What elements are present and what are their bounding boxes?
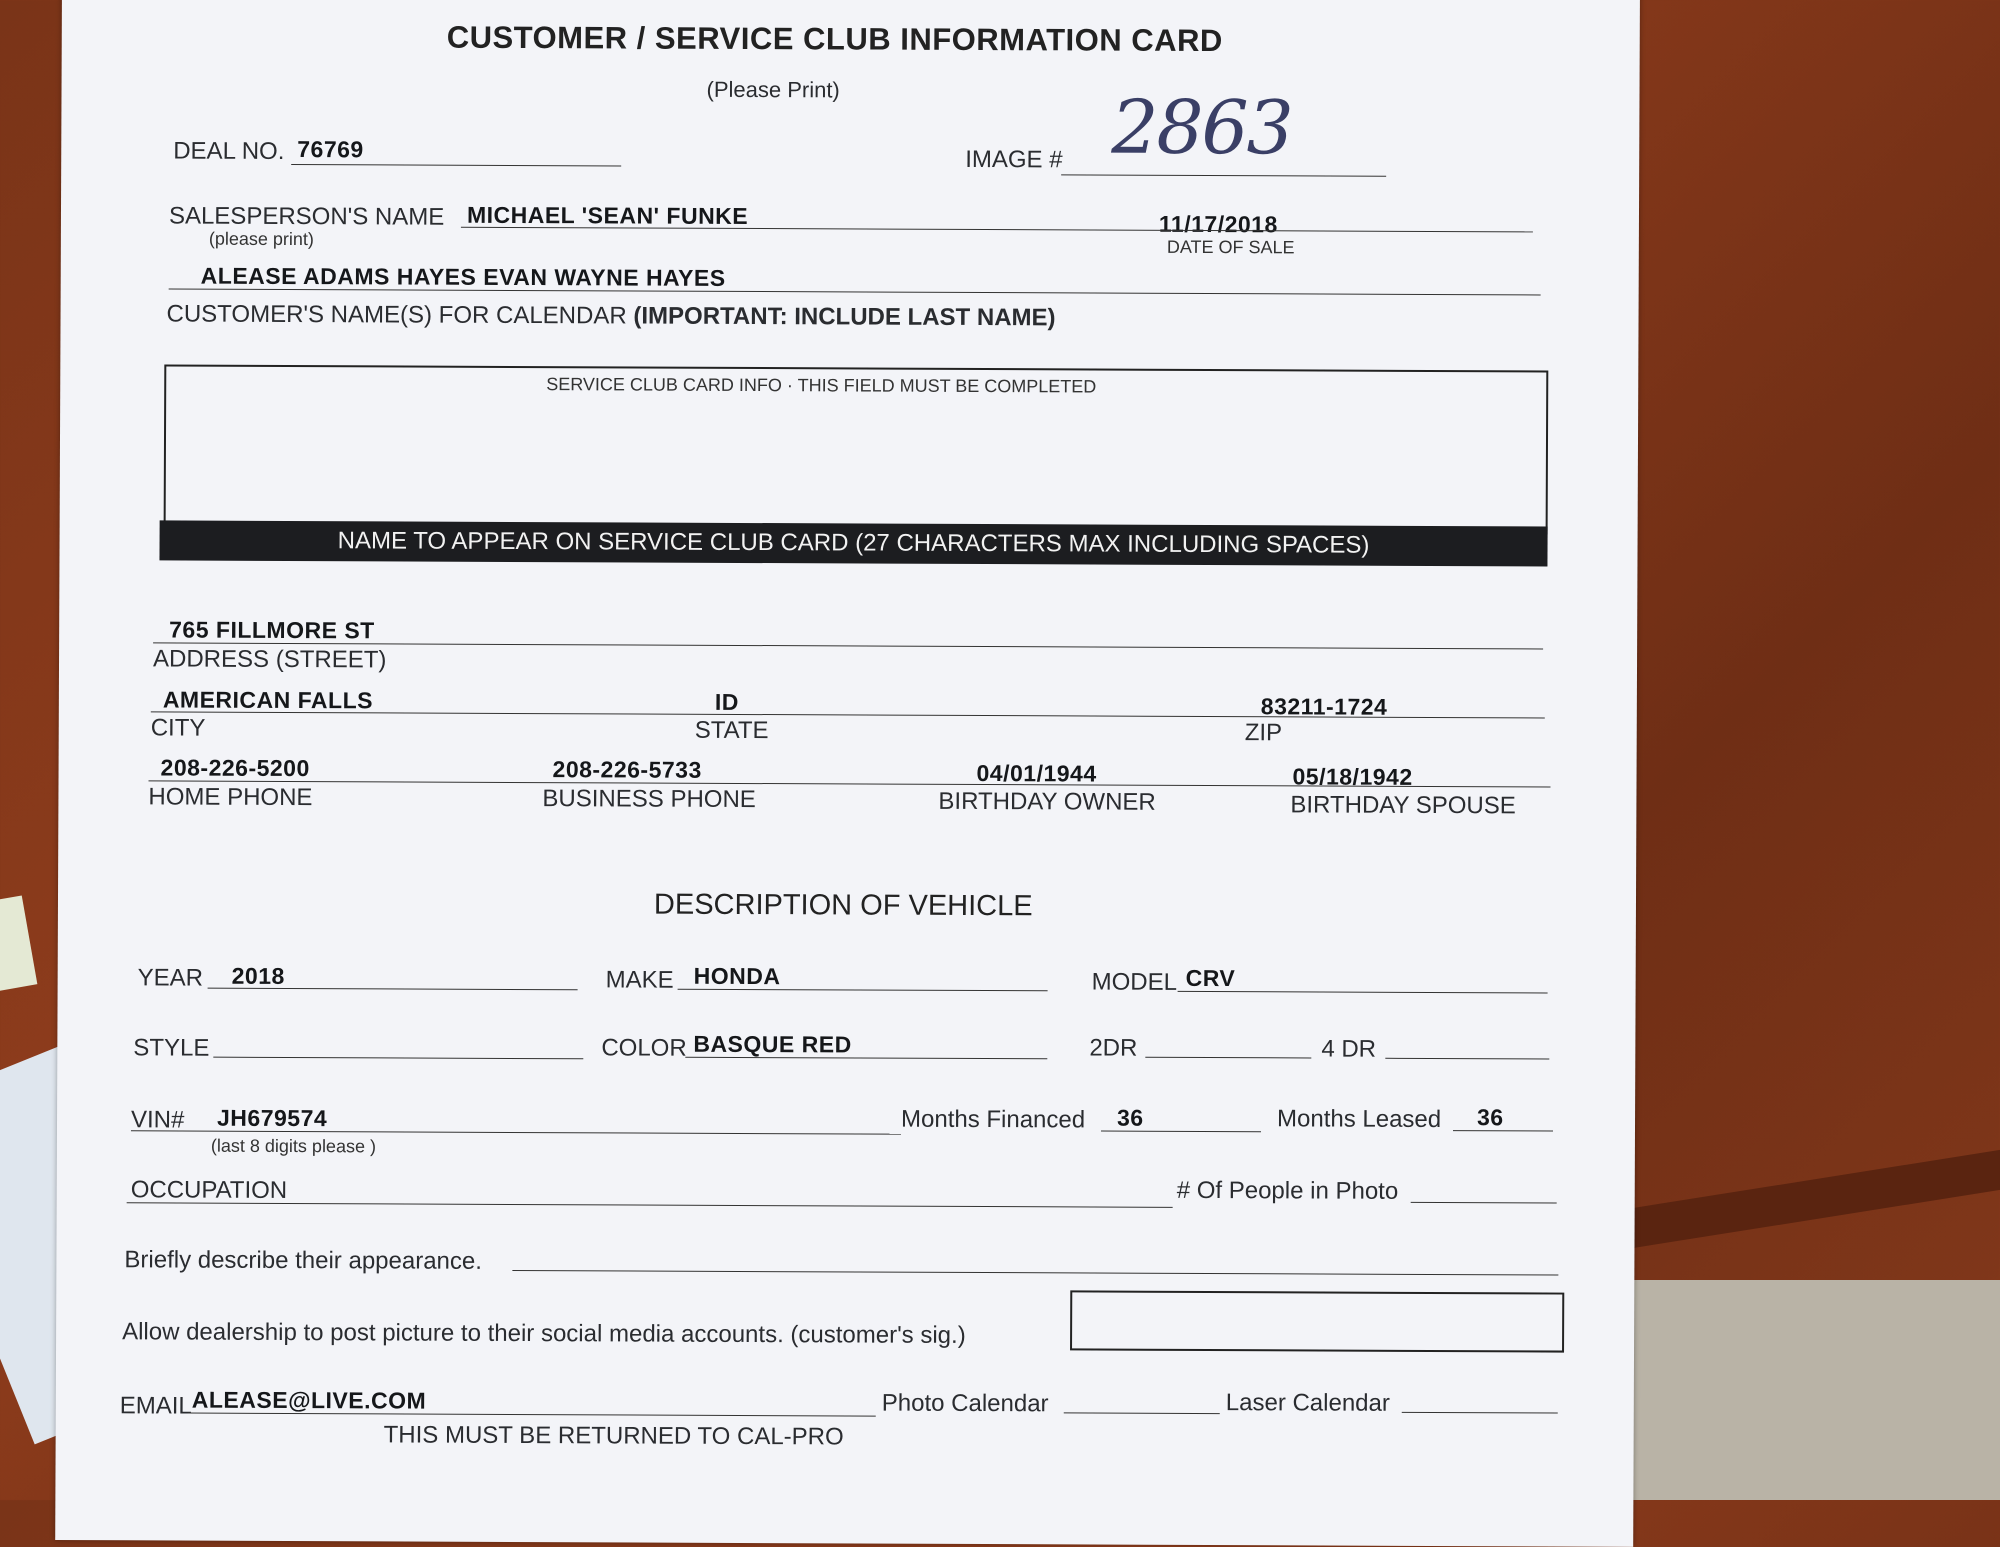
deal-no-label: DEAL NO. [173,137,285,165]
date-of-sale-label: DATE OF SALE [1166,236,1295,258]
street-label: ADDRESS (STREET) [152,645,387,674]
months-financed-value: 36 [1116,1104,1144,1131]
business-phone-label: BUSINESS PHONE [542,785,756,814]
style-line [213,1057,583,1060]
vin-sub: (last 8 digits please ) [210,1135,377,1157]
months-financed-label: Months Financed [900,1105,1086,1134]
side-paper-small [0,895,37,994]
months-financed-line [1101,1131,1261,1133]
email-line [188,1413,876,1417]
home-phone-value: 208-226-5200 [160,754,310,782]
people-line [1411,1202,1557,1204]
salesperson-sub: (please print) [208,228,314,250]
customer-names-label-text: CUSTOMER'S NAME(S) FOR CALENDAR [166,300,627,330]
year-label: YEAR [137,964,204,992]
people-label: # Of People in Photo [1176,1176,1399,1205]
make-label: MAKE [605,966,674,994]
birthday-owner-label: BIRTHDAY OWNER [938,787,1156,816]
image-line [1061,174,1386,176]
four-dr-label: 4 DR [1321,1035,1377,1063]
date-of-sale-value: 11/17/2018 [1158,210,1278,238]
social-label: Allow dealership to post picture to their social media accounts. (customer's sig.) [122,1318,966,1349]
make-line [678,989,1048,992]
two-dr-line [1145,1057,1311,1059]
vin-label: VIN# [130,1106,185,1134]
form-subtitle: (Please Print) [706,76,840,103]
salesperson-line [461,227,1533,233]
zip-label: ZIP [1244,719,1283,747]
city-label: CITY [150,714,206,742]
email-value: ALEASE@LIVE.COM [191,1386,427,1414]
home-phone-label: HOME PHONE [148,783,313,812]
return-note: THIS MUST BE RETURNED TO CAL-PRO [383,1421,844,1451]
salesperson-value: MICHAEL 'SEAN' FUNKE [466,201,749,229]
deal-no-line [291,164,621,166]
months-leased-value: 36 [1476,1104,1504,1131]
birthday-owner-value: 04/01/1944 [976,759,1097,787]
form-title: CUSTOMER / SERVICE CLUB INFORMATION CARD [446,19,1223,59]
color-value: BASQUE RED [693,1030,852,1058]
image-no-handwritten: 2863 [1111,84,1292,172]
zip-value: 83211-1724 [1260,693,1388,720]
street-value: 765 FILLMORE ST [169,616,375,644]
business-phone-value: 208-226-5733 [552,756,702,783]
style-label: STYLE [133,1034,210,1062]
months-leased-label: Months Leased [1276,1105,1442,1134]
service-club-box-label: SERVICE CLUB CARD INFO · THIS FIELD MUST BE COMPLETED [546,374,1097,397]
city-value: AMERICAN FALLS [162,686,374,714]
color-line [685,1057,1047,1060]
color-label: COLOR [601,1034,687,1062]
two-dr-label: 2DR [1089,1034,1138,1062]
table-edge [1620,1150,2000,1250]
email-label: EMAIL [119,1392,192,1420]
photo-calendar-label: Photo Calendar [881,1389,1049,1418]
year-value: 2018 [231,962,285,989]
salesperson-label: SALESPERSON'S NAME [168,202,445,231]
birthday-spouse-label: BIRTHDAY SPOUSE [1290,791,1516,820]
photo-calendar-line [1064,1412,1220,1414]
appearance-label: Briefly describe their appearance. [124,1246,483,1275]
social-signature-box[interactable] [1070,1290,1564,1352]
vehicle-heading: DESCRIPTION OF VEHICLE [653,888,1033,923]
deal-no-value: 76769 [297,136,364,163]
appearance-line [512,1270,1558,1276]
four-dr-line [1385,1058,1549,1060]
customer-names-value: ALEASE ADAMS HAYES EVAN WAYNE HAYES [200,262,726,291]
model-line [1178,991,1548,994]
birthday-spouse-value: 05/18/1942 [1292,763,1413,790]
vin-line [131,1130,901,1134]
model-label: MODEL [1091,968,1178,996]
state-label: STATE [694,716,769,745]
laser-calendar-line [1402,1412,1558,1414]
service-club-name-bar: NAME TO APPEAR ON SERVICE CLUB CARD (27 CHARACTERS MAX INCLUDING SPACES) [159,520,1547,566]
state-value: ID [714,688,739,715]
occupation-label: OCCUPATION [130,1176,288,1204]
form-sheet [55,0,1640,1547]
customer-names-important: (IMPORTANT: INCLUDE LAST NAME) [633,302,1056,332]
laser-calendar-label: Laser Calendar [1225,1389,1390,1417]
customer-names-line [169,288,1541,295]
make-value: HONDA [693,962,781,990]
months-leased-line [1453,1130,1553,1131]
vin-value: JH679574 [216,1104,328,1132]
customer-names-label [166,300,1055,332]
model-value: CRV [1185,964,1236,992]
floor-background [1630,1280,2000,1500]
image-label: IMAGE # [965,145,1063,174]
occupation-line [127,1202,1173,1208]
